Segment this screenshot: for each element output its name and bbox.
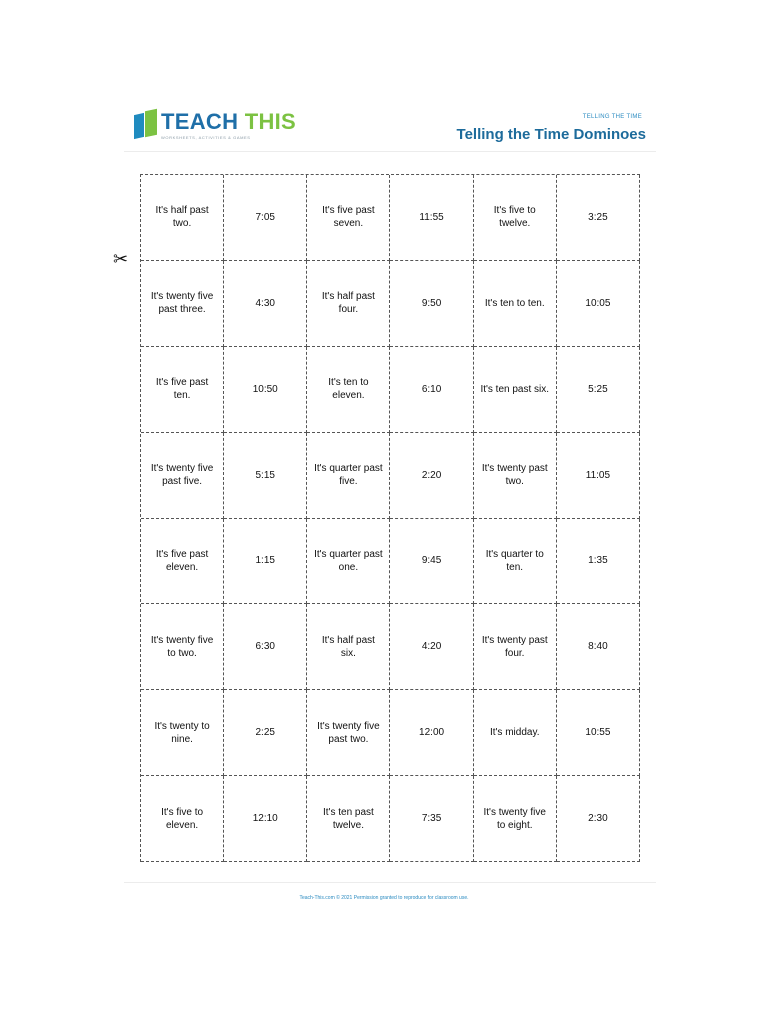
domino-time-cell: 9:45 [390,519,473,605]
domino-text-cell: It's twenty five to eight. [474,776,557,862]
domino-time-cell: 6:30 [224,604,307,690]
domino-text-cell: It's half past four. [307,261,390,347]
domino-time-cell: 2:25 [224,690,307,776]
domino-time-cell: 11:55 [390,175,473,261]
book-logo-icon [134,110,158,140]
domino-text-cell: It's twenty to nine. [141,690,224,776]
domino-time-cell: 4:20 [390,604,473,690]
domino-text-cell: It's five to twelve. [474,175,557,261]
domino-time-cell: 9:50 [390,261,473,347]
domino-time-cell: 5:15 [224,433,307,519]
domino-time-cell: 8:40 [557,604,640,690]
domino-time-cell: 3:25 [557,175,640,261]
domino-text-cell: It's twenty past four. [474,604,557,690]
logo-word-teach: TEACH [161,109,239,134]
domino-text-cell: It's twenty five to two. [141,604,224,690]
teach-this-logo [134,110,296,140]
domino-text-cell: It's half past six. [307,604,390,690]
domino-text-cell: It's quarter past five. [307,433,390,519]
footer-divider [124,882,656,883]
logo-word-this: THIS [244,109,297,134]
page-title: Telling the Time Dominoes [456,126,646,143]
domino-grid [140,174,640,862]
domino-time-cell: 11:05 [557,433,640,519]
domino-text-cell: It's midday. [474,690,557,776]
domino-text-cell: It's ten past six. [474,347,557,433]
header-divider [124,151,656,152]
domino-text-cell: It's ten past twelve. [307,776,390,862]
domino-time-cell: 2:30 [557,776,640,862]
domino-text-cell: It's quarter past one. [307,519,390,605]
domino-time-cell: 2:20 [390,433,473,519]
domino-text-cell: It's five past ten. [141,347,224,433]
footer-copyright: Teach-This.com © 2021 Permission granted to reproduce for classroom use. [299,895,469,901]
scissors-icon: ✂ [113,249,129,269]
domino-text-cell: It's quarter to ten. [474,519,557,605]
domino-time-cell: 5:25 [557,347,640,433]
domino-text-cell: It's half past two. [141,175,224,261]
domino-time-cell: 7:05 [224,175,307,261]
category-label: TELLING THE TIME [582,114,642,120]
domino-time-cell: 10:05 [557,261,640,347]
domino-time-cell: 1:15 [224,519,307,605]
domino-time-cell: 1:35 [557,519,640,605]
domino-time-cell: 12:00 [390,690,473,776]
domino-time-cell: 12:10 [224,776,307,862]
domino-text-cell: It's twenty five past three. [141,261,224,347]
domino-time-cell: 4:30 [224,261,307,347]
domino-time-cell: 10:50 [224,347,307,433]
logo-tagline: WORKSHEETS, ACTIVITIES & GAMES [161,135,251,140]
domino-text-cell: It's five past seven. [307,175,390,261]
domino-text-cell: It's five to eleven. [141,776,224,862]
domino-time-cell: 10:55 [557,690,640,776]
domino-text-cell: It's twenty past two. [474,433,557,519]
domino-time-cell: 6:10 [390,347,473,433]
domino-text-cell: It's ten to ten. [474,261,557,347]
domino-text-cell: It's ten to eleven. [307,347,390,433]
domino-text-cell: It's twenty five past five. [141,433,224,519]
domino-text-cell: It's twenty five past two. [307,690,390,776]
domino-time-cell: 7:35 [390,776,473,862]
domino-text-cell: It's five past eleven. [141,519,224,605]
